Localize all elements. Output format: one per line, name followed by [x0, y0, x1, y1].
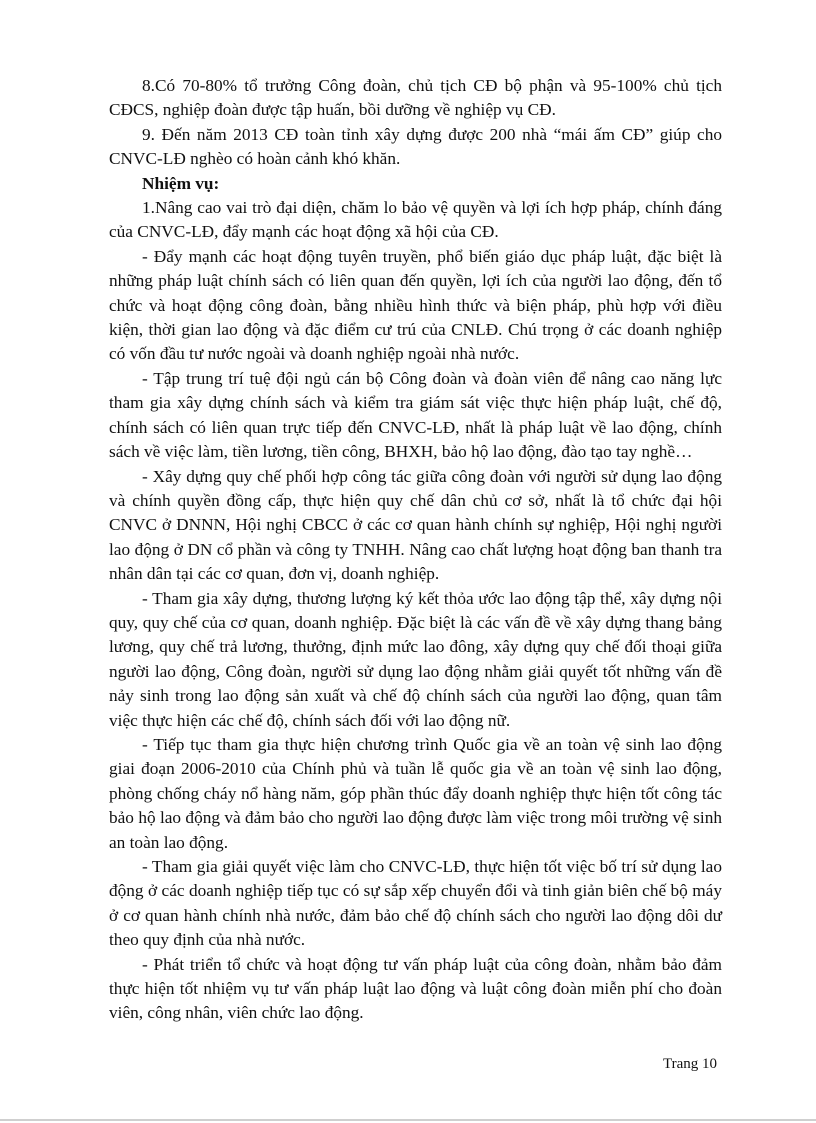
paragraph-task-1: 1.Nâng cao vai trò đại diện, chăm lo bảo vệ quyền và lợi ích hợp pháp, chính đáng của CNVC-LĐ, đẩy mạnh các hoạt động xã hội của CĐ. [109, 198, 722, 242]
page-bottom-divider [0, 1119, 816, 1121]
paragraph-policy-participation: - Tập trung trí tuệ đội ngủ cán bộ Công đoàn và đoàn viên để nâng cao năng lực tham gia xây dựng chính sách và kiểm tra giám sát việc thực hiện pháp luật, chế độ, chính sách có liên quan trực tiếp đến CNVC-LĐ, nhất là pháp luật về lao động, chính sách về việc làm, tiền lương, tiền công, BHXH, bảo hộ lao động, đào tạo tay nghề… [109, 368, 722, 462]
page-number: Trang 10 [663, 1056, 718, 1072]
paragraph-propaganda: - Đẩy mạnh các hoạt động tuyên truyền, phổ biến giáo dục pháp luật, đặc biệt là những pháp luật chính sách có liên quan đến quyền, lợi ích của người lao động, đến tổ chức và hoạt động công đoàn, bằng nhiều hình thức và biện pháp, phù hợp với điều kiện, thời gian lao động và đặc điểm cư trú của CNLĐ. Chú trọng ở các doanh nghiệp có vốn đầu tư nước ngoài và doanh nghiệp ngoài nhà nước. [109, 246, 722, 364]
section-heading-tasks: Nhiệm vụ: [142, 173, 220, 193]
paragraph-coordination-rules: - Xây dựng quy chế phối hợp công tác giữa công đoàn với người sử dụng lao động và chính quyền đồng cấp, thực hiện quy chế dân chủ cơ sở, nhất là tổ chức đại hội CNVC ở DNNN, Hội nghị CBCC ở các cơ quan hành chính sự nghiệp, Hội nghị người lao động ở DN cổ phần và công ty TNHH. Nâng cao chất lượng hoạt động ban thanh tra nhân dân tại các cơ quan, đơn vị, doanh nghiệp. [109, 466, 722, 584]
paragraph-target-8: 8.Có 70-80% tổ trưởng Công đoàn, chủ tịch CĐ bộ phận và 95-100% chủ tịch CĐCS, nghiệp đoàn được tập huấn, bồi dưỡng về nghiệp vụ CĐ. [109, 76, 722, 120]
paragraph-collective-agreement: - Tham gia xây dựng, thương lượng ký kết thỏa ước lao động tập thể, xây dựng nội quy, quy chế của cơ quan, doanh nghiệp. Đặc biệt là các vấn đề về xây dựng thang bảng lương, quy chế trả lương, thưởng, định mức lao đông, xây dựng quy chế đối thoại giữa người lao động, Công đoàn, người sử dụng lao động nhằm giải quyết tốt những vấn đề nảy sinh trong lao động sản xuất và chế độ chính sách của người lao động, quan tâm việc thực hiện các chế độ, chính sách đối với lao động nữ. [109, 588, 722, 730]
paragraph-legal-advice: - Phát triển tổ chức và hoạt động tư vấn pháp luật của công đoàn, nhằm bảo đảm thực hiện tốt nhiệm vụ tư vấn pháp luật lao động và luật công đoàn miễn phí cho đoàn viên, công nhân, viên chức lao động. [109, 954, 722, 1023]
paragraph-target-9: 9. Đến năm 2013 CĐ toàn tỉnh xây dựng được 200 nhà “mái ấm CĐ” giúp cho CNVC-LĐ nghèo có hoàn cảnh khó khăn. [109, 124, 722, 169]
document-body [109, 74, 722, 1026]
paragraph-employment: - Tham gia giải quyết việc làm cho CNVC-LĐ, thực hiện tốt việc bố trí sử dụng lao động ở các doanh nghiệp tiếp tục có sự sắp xếp chuyển đổi và tinh giản biên chế bộ máy ở cơ quan hành chính nhà nước, đảm bảo chế độ chính sách cho người lao động dôi dư theo quy định của nhà nước. [109, 857, 722, 950]
paragraph-labor-safety: - Tiếp tục tham gia thực hiện chương trình Quốc gia về an toàn vệ sinh lao động giai đoạn 2006-2010 của Chính phủ và tuần lễ quốc gia về an toàn vệ sinh lao động, phòng chống cháy nổ hàng năm, góp phần thúc đẩy doanh nghiệp thực hiện tốt công tác bảo hộ lao động và đảm bảo cho người lao động được làm việc trong môi trường vệ sinh an toàn lao động. [109, 734, 722, 852]
